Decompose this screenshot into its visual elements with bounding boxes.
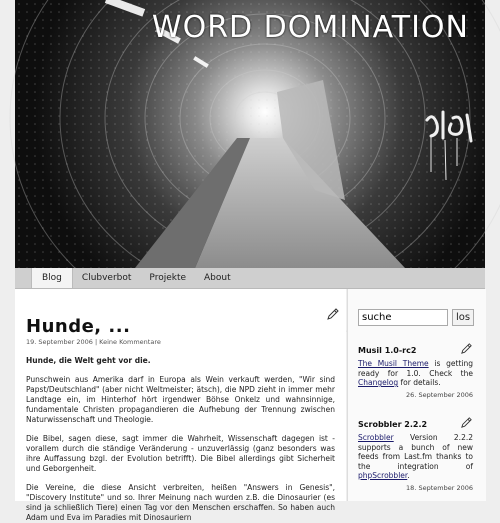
header-banner — [15, 0, 485, 268]
post-paragraph: Die Bibel, sagen diese, sagt immer die Wahrheit, Wissenschaft dagegen ist - vorallem durch die ständige Veränderung - unzuverlässig (ganz besonders was ihre Auffassung bzgl. der Evolution betrifft). Die Bibel allerdings gibt Sicherheit und Geborgenheit. — [26, 434, 335, 473]
phpscrobbler-link[interactable]: phpScrobbler — [358, 471, 408, 480]
nav-tab-projekte[interactable]: Projekte — [149, 273, 187, 283]
pencil-icon[interactable] — [460, 342, 473, 355]
widget-scrobbler — [358, 420, 473, 492]
pencil-icon[interactable] — [326, 307, 340, 321]
search-input[interactable] — [358, 309, 448, 326]
post-paragraph: Die Vereine, die diese Ansicht verbreiten, heißen "Answers in Genesis", "Discovery Institute" und so. Ihrer Meinung nach wurden z.B. die Dinosaurier (es sind ja schließlich Tiere) einen Tag vor den Menschen erschaffen. So haben auch Adam und Eva im Paradies mit Dinosauriern — [26, 483, 335, 522]
widget-text-part: Version 2.2.2 supports a bunch of new feeds from Last.fm thanks to the integration of — [358, 433, 473, 471]
widget-musil — [358, 346, 473, 399]
widget-title[interactable]: Scrobbler 2.2.2 — [358, 420, 428, 429]
post-body — [26, 356, 335, 523]
widget-text — [358, 359, 473, 388]
musil-theme-link[interactable]: The Musil Theme — [358, 359, 429, 368]
post-date: 19. September 2006 — [26, 338, 93, 346]
widget-title[interactable]: Musil 1.0-rc2 — [358, 346, 417, 355]
widget-text — [358, 433, 473, 481]
post-lead: Hunde, die Welt geht vor die. — [26, 356, 151, 365]
nav-tab-blog[interactable]: Blog — [31, 268, 73, 288]
widget-date: 18. September 2006 — [406, 483, 473, 492]
sidebar — [347, 289, 486, 501]
widget-date: 26. September 2006 — [406, 390, 473, 399]
search-button[interactable]: los — [452, 309, 474, 326]
nav-tab-about[interactable]: About — [204, 273, 231, 283]
search-form — [358, 309, 474, 326]
pencil-icon[interactable] — [460, 416, 473, 429]
comments-link[interactable]: Keine Kommentare — [99, 338, 161, 346]
nav-tab-clubverbot[interactable]: Clubverbot — [81, 273, 132, 283]
widget-text-part: for details. — [398, 378, 441, 387]
post-paragraph: Punschwein aus Amerika darf in Europa als Wein verkauft werden, "Wir sind Papst/Deutschland" (aber nicht Weltmeister; ätsch), die NPD zieht in immer mehr Landtage ein, im Hinterhof hört irgendwer Böhse Onkelz und wahnsinnige, fundamentale Christen propagandieren die Aufhebung der Trennung zwischen Naturwissenschaft und Theologie. — [26, 375, 335, 424]
changelog-link[interactable]: Changelog — [358, 378, 399, 387]
widget-text-part: . — [407, 471, 410, 480]
site-title[interactable]: WORD DOMINATION — [151, 10, 469, 45]
meta-separator: | — [94, 338, 98, 346]
main-content — [15, 289, 346, 522]
main-nav — [15, 268, 485, 289]
post-title[interactable]: Hunde, ... — [26, 316, 131, 337]
post-meta — [26, 338, 335, 346]
scrobbler-link[interactable]: Scrobbler — [358, 433, 394, 442]
widget-text-part: is getting ready for 1.0. Check the — [358, 359, 473, 378]
blog-post — [15, 289, 346, 523]
